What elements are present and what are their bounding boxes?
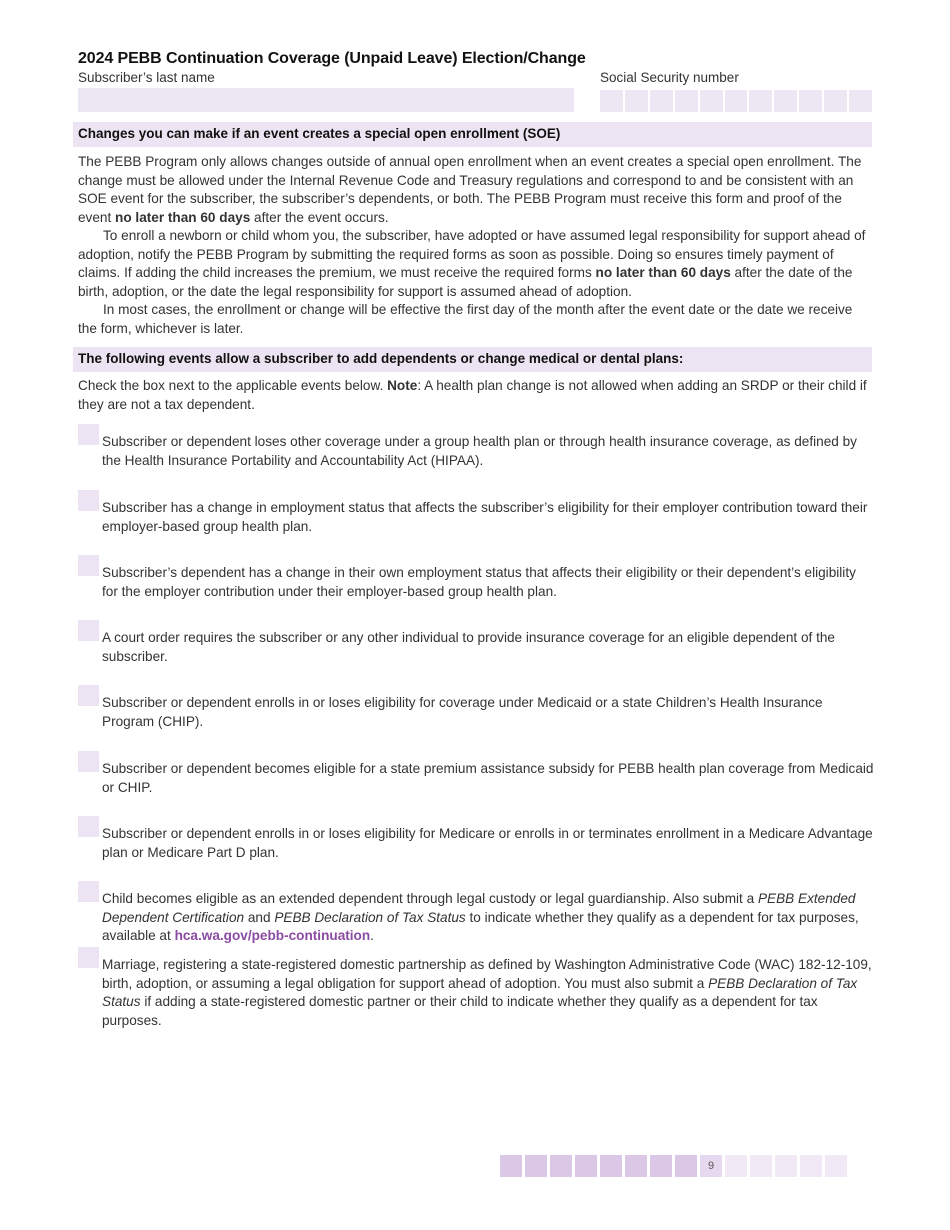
page-marker xyxy=(525,1155,547,1177)
event-checkbox[interactable] xyxy=(78,490,99,511)
event-text xyxy=(102,890,874,946)
event-checkbox[interactable] xyxy=(78,947,99,968)
ssn-digit-box[interactable] xyxy=(749,90,772,112)
event-checkbox[interactable] xyxy=(78,685,99,706)
event-text: Subscriber has a change in employment status that affects the subscriber’s eligibility for their employer contribution toward their employer-based group health plan. xyxy=(102,500,868,534)
page-marker xyxy=(675,1155,697,1177)
event-text: Subscriber or dependent loses other coverage under a group health plan or through health insurance coverage, as defined by the Health Insurance Portability and Accountability Act (HIPAA). xyxy=(102,434,857,468)
page-marker xyxy=(600,1155,622,1177)
ssn-digit-box[interactable] xyxy=(650,90,673,112)
ssn-digit-box[interactable] xyxy=(700,90,723,112)
event-checkbox[interactable] xyxy=(78,881,99,902)
page-marker xyxy=(650,1155,672,1177)
event-checkbox[interactable] xyxy=(78,424,99,445)
event8-form-name-2: PEBB Declaration of Tax Status xyxy=(274,909,466,925)
event-checkbox[interactable] xyxy=(78,620,99,641)
ssn-digit-box[interactable] xyxy=(600,90,623,112)
event8-text-cont: to indicate whether they qualify as a dependent for tax purposes, available at xyxy=(102,909,859,943)
ssn-digit-box[interactable] xyxy=(824,90,847,112)
ssn-digit-box[interactable] xyxy=(625,90,648,112)
pebb-continuation-link[interactable]: hca.wa.gov/pebb-continuation xyxy=(174,928,371,943)
event-text: Subscriber’s dependent has a change in their own employment status that affects their eligibility or their dependent’s eligibility for the employer contribution under their employer-based group health plan. xyxy=(102,565,856,599)
events-intro-note-text: : A health plan change is not allowed when adding an SRDP or their child if they are not a tax dependent. xyxy=(78,378,867,412)
page-marker xyxy=(575,1155,597,1177)
event-checkbox[interactable] xyxy=(78,555,99,576)
ssn-digit-box[interactable] xyxy=(675,90,698,112)
event-text: A court order requires the subscriber or any other individual to provide insurance coverage for an eligible dependent of the subscriber. xyxy=(102,630,835,664)
soe-paragraph-1 xyxy=(78,153,874,227)
page-marker xyxy=(550,1155,572,1177)
page-marker xyxy=(500,1155,522,1177)
event8-form-name: PEBB Extended Dependent Certification xyxy=(102,891,856,925)
soe-p1-deadline: no later than 60 days xyxy=(115,209,251,225)
event9-text-end: if adding a state-registered domestic partner or their child to indicate whether they qualify as a dependent for tax purposes. xyxy=(102,994,818,1028)
event-checkbox[interactable] xyxy=(78,751,99,772)
ssn-digit-box[interactable] xyxy=(725,90,748,112)
event-text: Subscriber or dependent enrolls in or loses eligibility for coverage under Medicaid or a state Children’s Health Insurance Program (CHIP). xyxy=(102,695,823,729)
soe-p1-text-end: after the event occurs. xyxy=(250,209,389,225)
page-marker xyxy=(725,1155,747,1177)
page-indicator xyxy=(500,1155,847,1177)
last-name-label: Subscriber’s last name xyxy=(78,70,215,85)
events-intro xyxy=(78,377,874,414)
soe-p2-text-end: after the date of the birth, adoption, or the date the legal responsibility for support is assumed ahead of adoption. xyxy=(78,265,853,299)
event9-form-name: PEBB Declaration of Tax Status xyxy=(102,975,858,1009)
events-intro-note-label: Note xyxy=(387,378,418,393)
ssn-label: Social Security number xyxy=(600,70,739,85)
event8-text-end: . xyxy=(370,928,374,943)
event9-text: Marriage, registering a state-registered domestic partnership as defined by Washington Administrative Code (WAC) 182-12-109, birth, adoption, or assuming a legal obligation for support ahead of adoption. You must also submit a xyxy=(102,957,872,991)
page-marker xyxy=(625,1155,647,1177)
last-name-input[interactable] xyxy=(78,88,574,112)
soe-p2-text: To enroll a newborn or child whom you, the subscriber, have adopted or have assumed legal responsibility for support ahead of adoption, notify the PEBB Program by submitting the required forms as soon as possible. Doing so ensures timely payment of claims. If adding the child increases the premium, we must receive the required forms xyxy=(78,228,866,280)
page-marker xyxy=(800,1155,822,1177)
event-text: Subscriber or dependent becomes eligible for a state premium assistance subsidy for PEBB health plan coverage from Medicaid or CHIP. xyxy=(102,761,874,795)
soe-paragraph-2 xyxy=(78,227,874,301)
soe-p1-text: The PEBB Program only allows changes outside of annual open enrollment when an event creates a special open enrollment. The change must be allowed under the Internal Revenue Code and Treasury regulations and correspond to and be consistent with an SOE event for the subscriber, the subscriber’s dependents, or both. The PEBB Program must receive this form and proof of the event xyxy=(78,154,862,225)
ssn-input[interactable] xyxy=(600,90,872,112)
soe-paragraphs xyxy=(78,153,874,338)
event-text xyxy=(102,956,874,1030)
form-title: 2024 PEBB Continuation Coverage (Unpaid Leave) Election/Change xyxy=(78,50,586,67)
event-checkbox[interactable] xyxy=(78,816,99,837)
event8-text: Child becomes eligible as an extended dependent through legal custody or legal guardianship. Also submit a xyxy=(102,891,758,906)
page-marker xyxy=(825,1155,847,1177)
ssn-digit-box[interactable] xyxy=(849,90,872,112)
events-section-heading: The following events allow a subscriber to add dependents or change medical or dental plans: xyxy=(73,347,872,372)
ssn-digit-box[interactable] xyxy=(799,90,822,112)
page-marker xyxy=(750,1155,772,1177)
page-number: 9 xyxy=(700,1155,722,1177)
ssn-digit-box[interactable] xyxy=(774,90,797,112)
events-intro-text: Check the box next to the applicable events below. xyxy=(78,378,388,393)
event8-text-and: and xyxy=(244,909,275,925)
page-marker xyxy=(775,1155,797,1177)
soe-paragraph-3: In most cases, the enrollment or change will be effective the first day of the month after the event date or the date we receive the form, whichever is later. xyxy=(78,302,853,336)
event-text: Subscriber or dependent enrolls in or loses eligibility for Medicare or enrolls in or terminates enrollment in a Medicare Advantage plan or Medicare Part D plan. xyxy=(102,826,873,860)
soe-p2-deadline: no later than 60 days xyxy=(595,265,731,280)
soe-section-heading: Changes you can make if an event creates a special open enrollment (SOE) xyxy=(73,122,872,147)
